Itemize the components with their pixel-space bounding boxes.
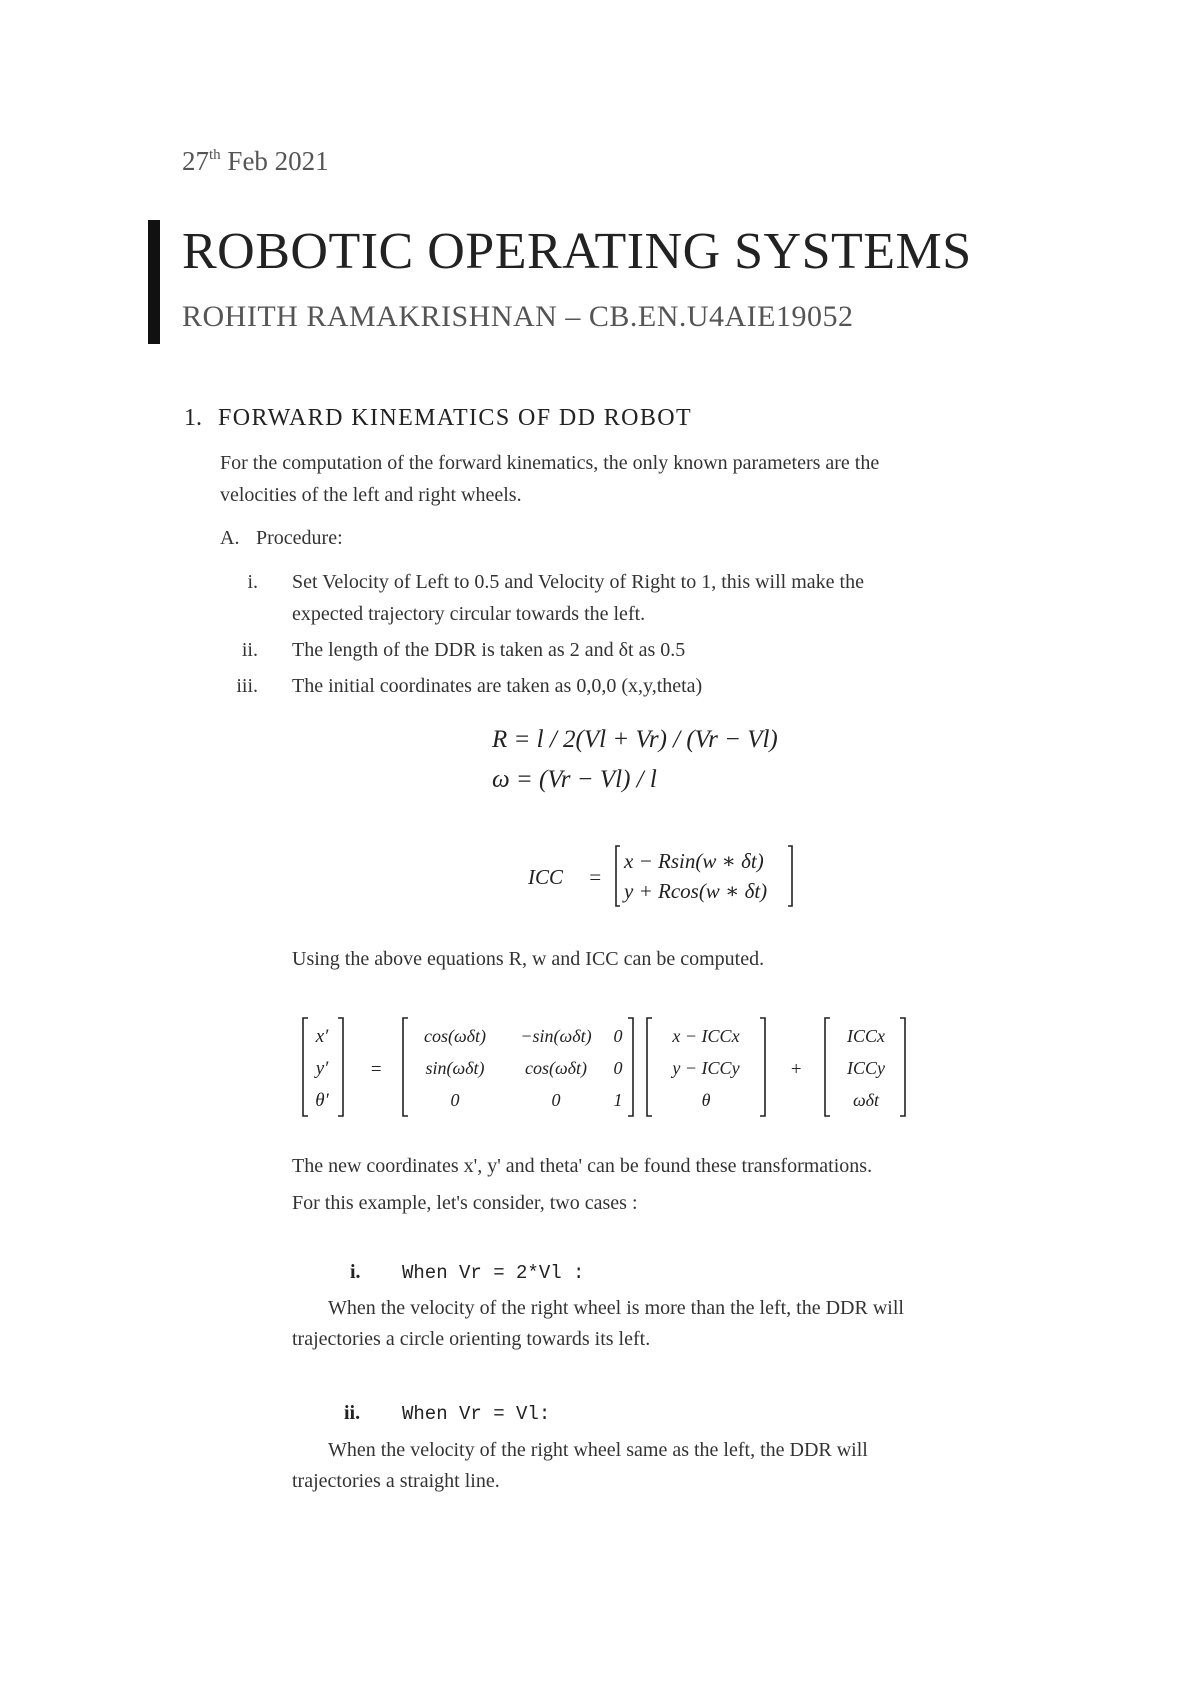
subsection-heading: Procedure: (256, 527, 343, 549)
case-line: When the velocity of the right wheel same as the left, the DDR will (328, 1439, 868, 1461)
title-accent-bar (148, 220, 160, 344)
using-text: Using the above equations R, w and ICC can be computed. (292, 948, 765, 970)
lhs-x-prime: x′ (315, 1026, 329, 1047)
step-line: expected trajectory circular towards the left. (292, 603, 646, 625)
case-line: trajectories a straight line. (292, 1470, 500, 1492)
subsection-label: A. (220, 527, 240, 549)
step-line: The initial coordinates are taken as 0,0,0 (x,y,theta) (292, 675, 703, 697)
vec-cell: y − ICCy (672, 1058, 740, 1078)
intro-line-1: For the computation of the forward kinematics, the only known parameters are the (220, 452, 880, 474)
add-cell: ICCy (847, 1058, 885, 1078)
date-day: 27 (182, 146, 209, 176)
case-heading: When Vr = Vl: (402, 1403, 551, 1425)
rot-cell: sin(ωδt) (425, 1058, 485, 1078)
equation-radius: R = l / 2(Vl + Vr) / (Vr − Vl) (492, 726, 778, 753)
icc-equals: = (588, 865, 603, 889)
rot-cell: 0 (551, 1090, 561, 1110)
date-month-year: Feb 2021 (227, 146, 329, 176)
lhs-y-prime: y′ (315, 1058, 329, 1079)
document-subtitle: ROHITH RAMAKRISHNAN – CB.EN.U4AIE19052 (182, 300, 854, 333)
rot-cell: 0 (613, 1058, 623, 1078)
icc-equation (520, 842, 800, 910)
step-number: iii. (236, 675, 258, 697)
section-number: 1. (184, 405, 202, 431)
icc-row-1: x − Rsin(w ∗ δt) (624, 849, 764, 873)
rot-cell: cos(ωδt) (423, 1026, 487, 1046)
rot-cell: 0 (613, 1026, 623, 1046)
rot-cell: 1 (613, 1090, 623, 1110)
example-text: For this example, let's consider, two cases : (292, 1192, 638, 1214)
case-heading: When Vr = 2*Vl : (402, 1262, 585, 1284)
matrix-plus: + (789, 1059, 803, 1080)
step-line: Set Velocity of Left to 0.5 and Velocity of Right to 1, this will make the (292, 571, 864, 593)
add-cell: ICCx (847, 1026, 885, 1046)
vec-cell: θ (701, 1090, 711, 1110)
lhs-theta-prime: θ′ (315, 1090, 329, 1111)
equation-omega: ω = (Vr − Vl) / l (492, 766, 657, 793)
case-line: When the velocity of the right wheel is more than the left, the DDR will (328, 1297, 904, 1319)
case-number: i. (350, 1261, 361, 1283)
icc-lhs: ICC (528, 865, 564, 889)
document-title: ROBOTIC OPERATING SYSTEMS (182, 223, 972, 280)
step-number: i. (247, 571, 258, 593)
transform-equation (300, 1012, 920, 1124)
vec-cell: x − ICCx (672, 1026, 740, 1046)
rot-cell: 0 (450, 1090, 460, 1110)
matrix-equals: = (369, 1059, 383, 1080)
section-heading: FORWARD KINEMATICS OF DD ROBOT (218, 405, 693, 431)
step-number: ii. (241, 639, 258, 661)
intro-line-2: velocities of the left and right wheels. (220, 484, 522, 506)
new-coords-text: The new coordinates x', y' and theta' can be found these transformations. (292, 1155, 873, 1177)
case-number: ii. (344, 1402, 361, 1424)
case-line: trajectories a circle orienting towards its left. (292, 1328, 651, 1350)
document-date (182, 146, 329, 177)
rot-cell: cos(ωδt) (524, 1058, 588, 1078)
date-suffix: th (209, 147, 221, 163)
rot-cell: −sin(ωδt) (520, 1026, 592, 1046)
add-cell: ωδt (852, 1090, 880, 1110)
icc-row-2: y + Rcos(w ∗ δt) (624, 879, 768, 903)
step-line: The length of the DDR is taken as 2 and δt as 0.5 (292, 639, 686, 661)
